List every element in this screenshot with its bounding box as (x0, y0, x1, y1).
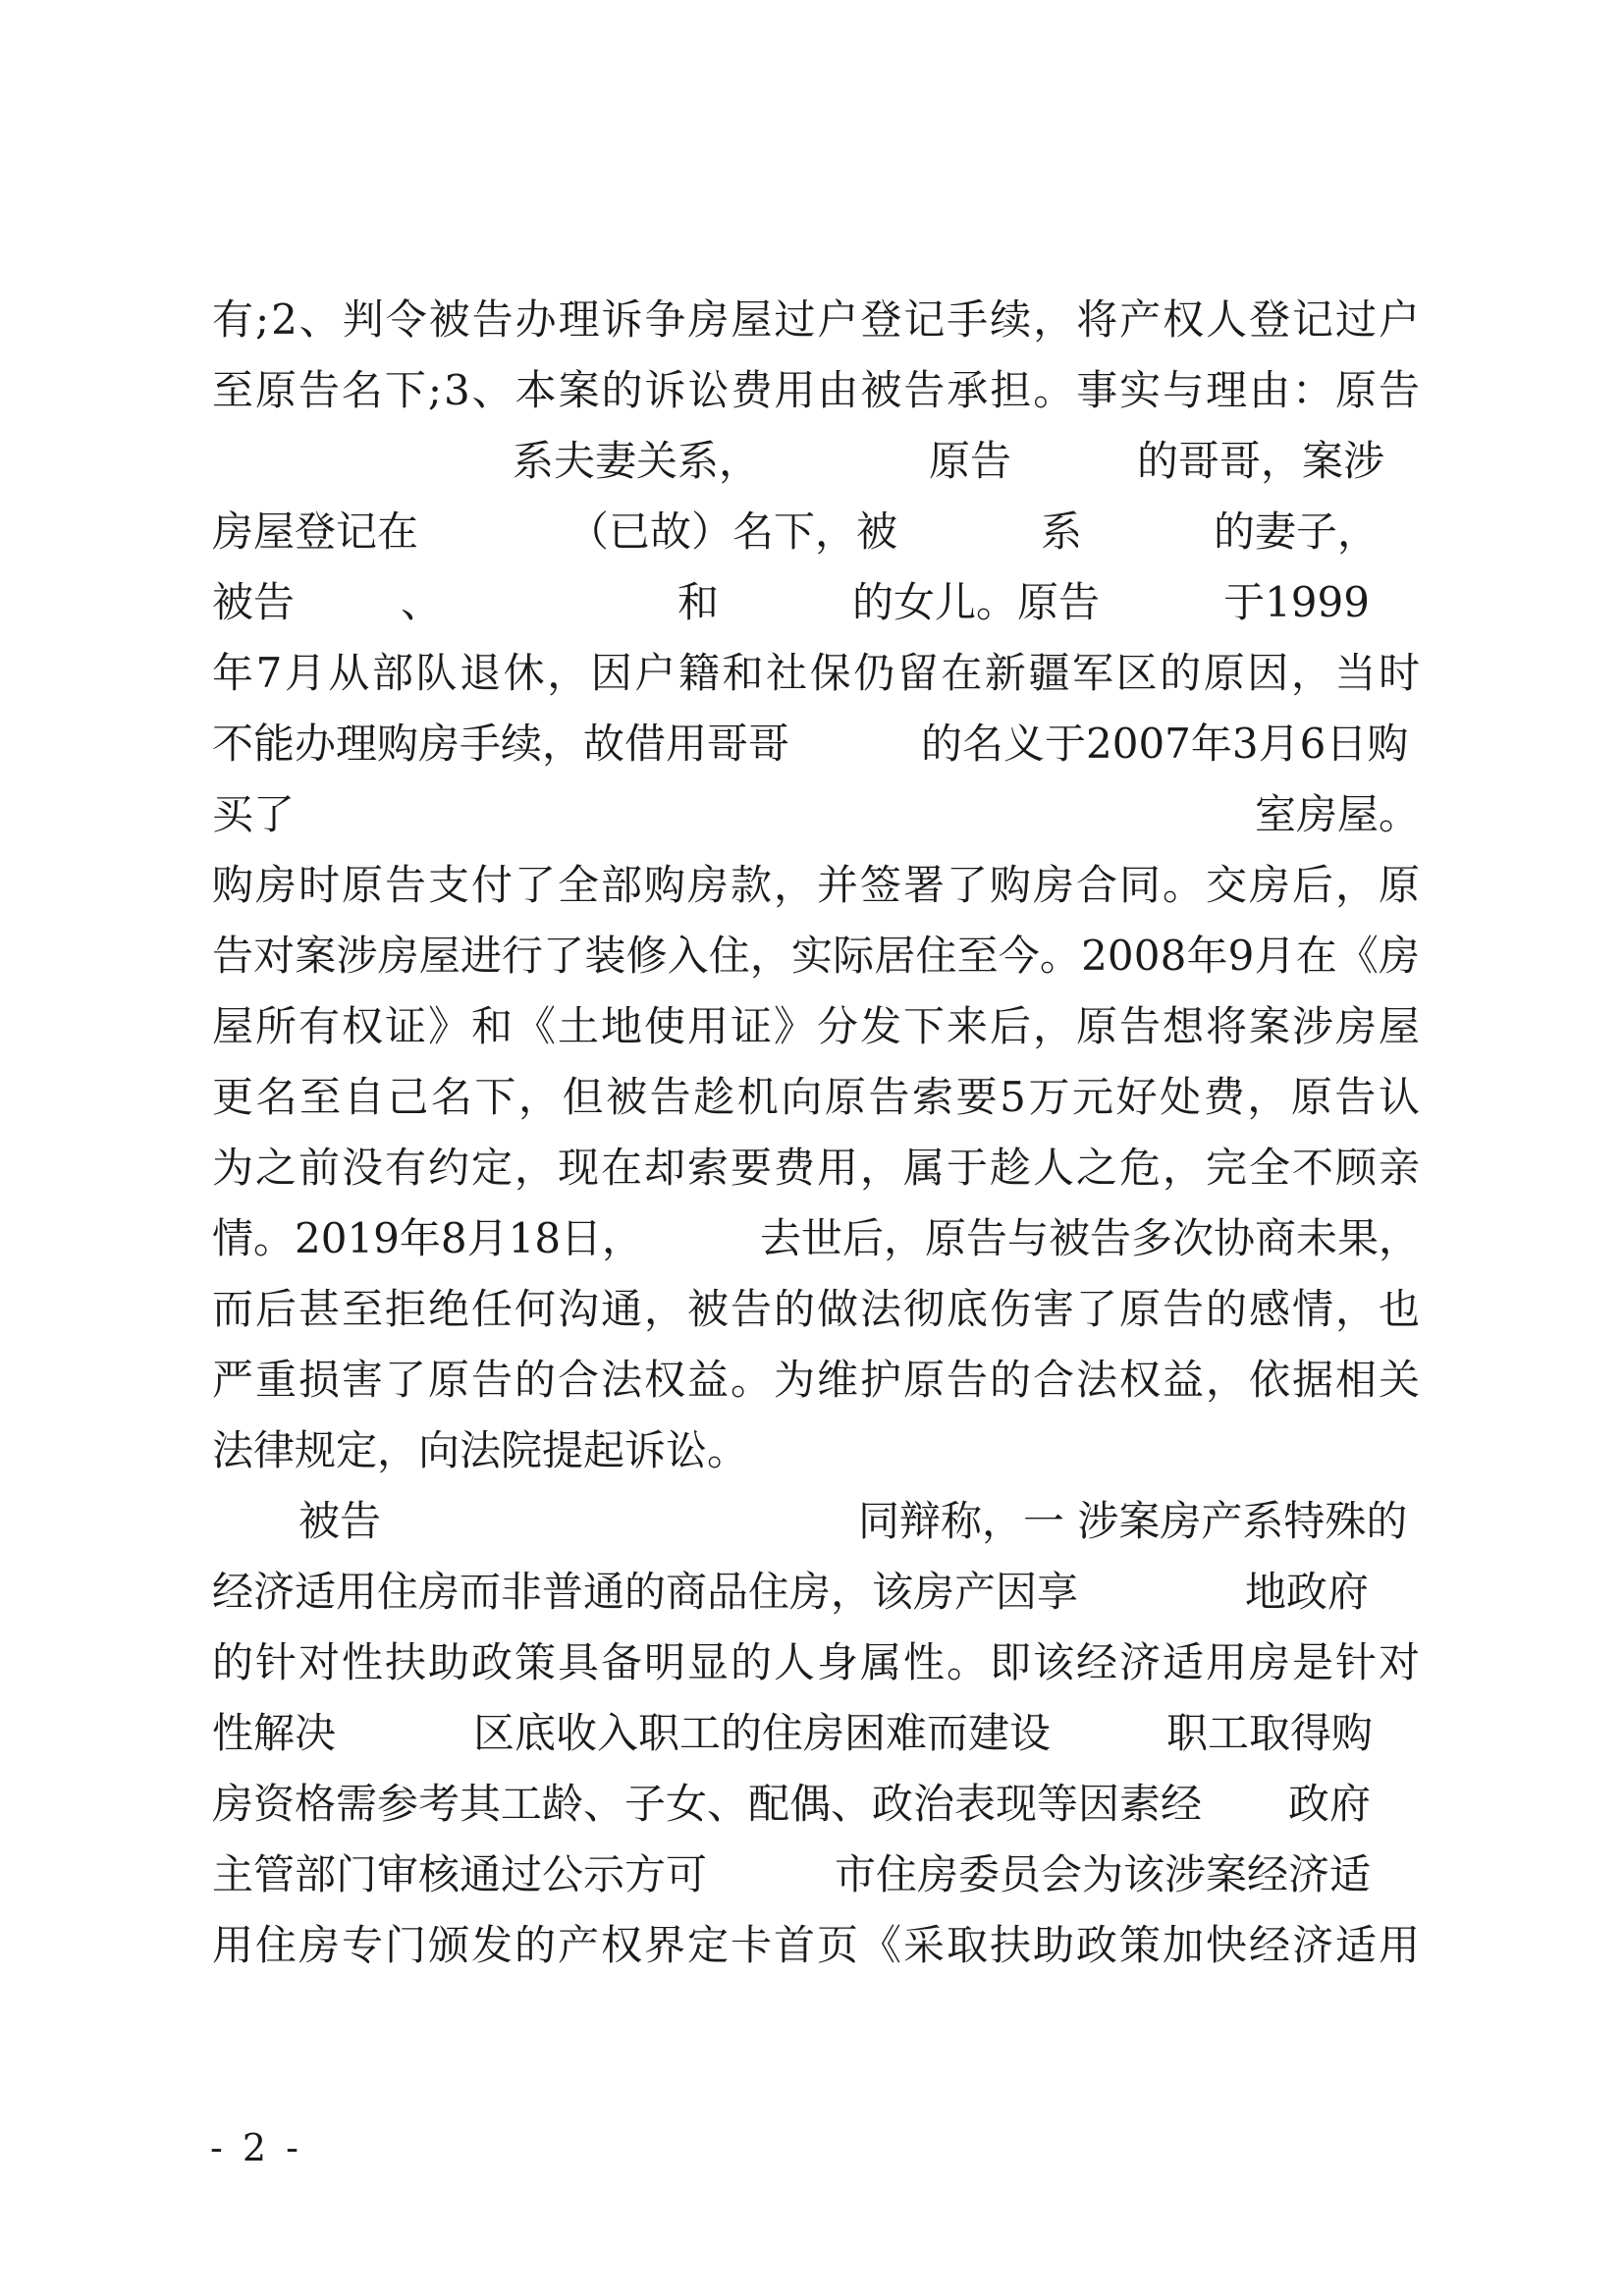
line-4-segment-1: 房屋登记在 (212, 507, 419, 556)
line-18-segment-2: 同辩称，一 涉案房产系特殊的 (858, 1497, 1408, 1545)
line-19-segment-2: 地政府 (1245, 1568, 1370, 1616)
line-6-segment-1: 年7月从部队退休，因户籍和社保仍留在新疆军区的原因，当时 (212, 649, 1423, 697)
line-4-segment-2: （已故）名下，被 (568, 507, 898, 556)
line-22-segment-2: 政府 (1288, 1780, 1372, 1828)
line-21-segment-1: 性解决 (212, 1709, 337, 1757)
line-10-segment-1: 告对案涉房屋进行了装修入住，实际居住至今。2008年9月在《房 (212, 932, 1421, 980)
line-7-segment-1: 不能办理购房手续，故借用哥哥 (212, 720, 790, 768)
line-17-segment-1: 法律规定，向法院提起诉讼。 (212, 1426, 749, 1474)
redaction-gap (212, 426, 513, 497)
text-line-10 (212, 921, 1420, 991)
line-13-segment-1: 为之前没有约定，现在却索要费用，属于趁人之危，完全不顾亲 (212, 1144, 1422, 1192)
redaction-gap (1082, 497, 1214, 567)
text-line-14 (212, 1203, 1420, 1274)
line-3-segment-2: 原告 (929, 437, 1012, 485)
redaction-gap (789, 709, 921, 779)
redaction-gap (1011, 426, 1137, 497)
text-line-9 (212, 850, 1420, 921)
line-22-segment-1: 房资格需参考其工龄、子女、配偶、政治表现等因素经 (212, 1780, 1203, 1828)
line-16-segment-1: 严重损害了原告的合法权益。为维护原告的合法权益，依据相关 (212, 1356, 1422, 1404)
line-24-segment-1: 用住房专门颁发的产权界定卡首页《采取扶助政策加快经济适用 (212, 1921, 1422, 1969)
line-5-segment-4: 的女儿。原告 (852, 578, 1101, 626)
line-2-segment-1: 至原告名下;3、本案的诉讼费用由被告承担。事实与理由：原告 (212, 366, 1422, 414)
line-18-segment-1: 被告 (298, 1497, 382, 1545)
line-19-segment-1: 经济适用住房而非普通的商品住房，该房产因享 (212, 1568, 1079, 1616)
redaction-gap (1100, 567, 1223, 638)
line-21-segment-3: 职工取得购 (1166, 1709, 1374, 1757)
text-line-16 (212, 1345, 1420, 1415)
text-line-4 (212, 497, 1420, 567)
redaction-gap (381, 1486, 858, 1557)
line-12-segment-1: 更名至自己名下，但被告趁机向原告索要5万元好处费，原告认 (212, 1073, 1423, 1121)
text-line-19 (212, 1557, 1420, 1628)
redaction-gap (295, 567, 401, 638)
line-23-segment-2: 市住房委员会为该涉案经济适 (835, 1850, 1372, 1898)
line-11-segment-1: 屋所有权证》和《土地使用证》分发下来后，原告想将案涉房屋 (212, 1002, 1422, 1050)
line-5-segment-5: 于1999 (1223, 578, 1370, 626)
line-20-segment-1: 的针对性扶助政策具备明显的人身属性。即该经济适用房是针对 (212, 1638, 1422, 1686)
redaction-gap (707, 1840, 835, 1910)
text-line-6 (212, 638, 1423, 709)
text-line-12 (212, 1062, 1423, 1133)
redaction-gap (897, 497, 1041, 567)
page-number: - 2 - (210, 2126, 303, 2169)
line-8-segment-1: 买了 (212, 790, 296, 838)
text-line-1 (212, 285, 1420, 355)
text-line-15 (212, 1274, 1420, 1345)
redaction-gap (1078, 1557, 1245, 1628)
line-14-segment-2: 去世后，原告与被告多次协商未果， (759, 1214, 1420, 1262)
redaction-gap (760, 426, 929, 497)
line-4-segment-4: 的妻子， (1214, 507, 1380, 556)
redaction-gap (418, 497, 568, 567)
line-1-segment-1: 有;2、判令被告办理诉争房屋过户登记手续，将产权人登记过户 (212, 295, 1422, 344)
line-5-segment-2: 、 (401, 578, 443, 626)
line-5-segment-3: 和 (677, 578, 720, 626)
redaction-gap (1051, 1698, 1166, 1769)
text-line-22 (212, 1769, 1420, 1840)
line-3-segment-1: 系夫妻关系， (513, 437, 761, 485)
line-9-segment-1: 购房时原告支付了全部购房款，并签署了购房合同。交房后，原 (212, 861, 1422, 909)
line-14-segment-1: 情。2019年8月18日， (212, 1214, 644, 1262)
redaction-gap (336, 1698, 473, 1769)
text-line-23 (212, 1840, 1420, 1910)
redaction-gap (1202, 1769, 1288, 1840)
text-line-7 (212, 709, 1420, 779)
line-8-segment-2: 室房屋。 (1254, 790, 1420, 838)
line-21-segment-2: 区底收入职工的住房困难而建设 (473, 1709, 1052, 1757)
redaction-gap (643, 1203, 760, 1274)
text-line-2 (212, 355, 1420, 426)
text-line-8 (212, 779, 1420, 850)
text-line-13 (212, 1133, 1420, 1203)
line-7-segment-2: 的名义于2007年3月6日购 (921, 720, 1409, 768)
paragraph-indent (212, 1486, 298, 1557)
line-23-segment-1: 主管部门审核通过公示方可 (212, 1850, 708, 1898)
text-line-18 (212, 1486, 1420, 1557)
text-line-5 (212, 567, 1420, 638)
text-line-24 (212, 1910, 1420, 1981)
line-3-segment-3: 的哥哥，案涉 (1137, 437, 1385, 485)
text-line-20 (212, 1628, 1420, 1698)
line-15-segment-1: 而后甚至拒绝任何沟通，被告的做法彻底伤害了原告的感情，也 (212, 1285, 1422, 1333)
text-line-11 (212, 991, 1420, 1062)
text-line-17 (212, 1415, 1420, 1486)
line-4-segment-3: 系 (1041, 507, 1083, 556)
line-5-segment-1: 被告 (212, 578, 296, 626)
redaction-gap (719, 567, 852, 638)
redaction-gap (442, 567, 677, 638)
text-line-21 (212, 1698, 1420, 1769)
text-line-3 (212, 426, 1420, 497)
